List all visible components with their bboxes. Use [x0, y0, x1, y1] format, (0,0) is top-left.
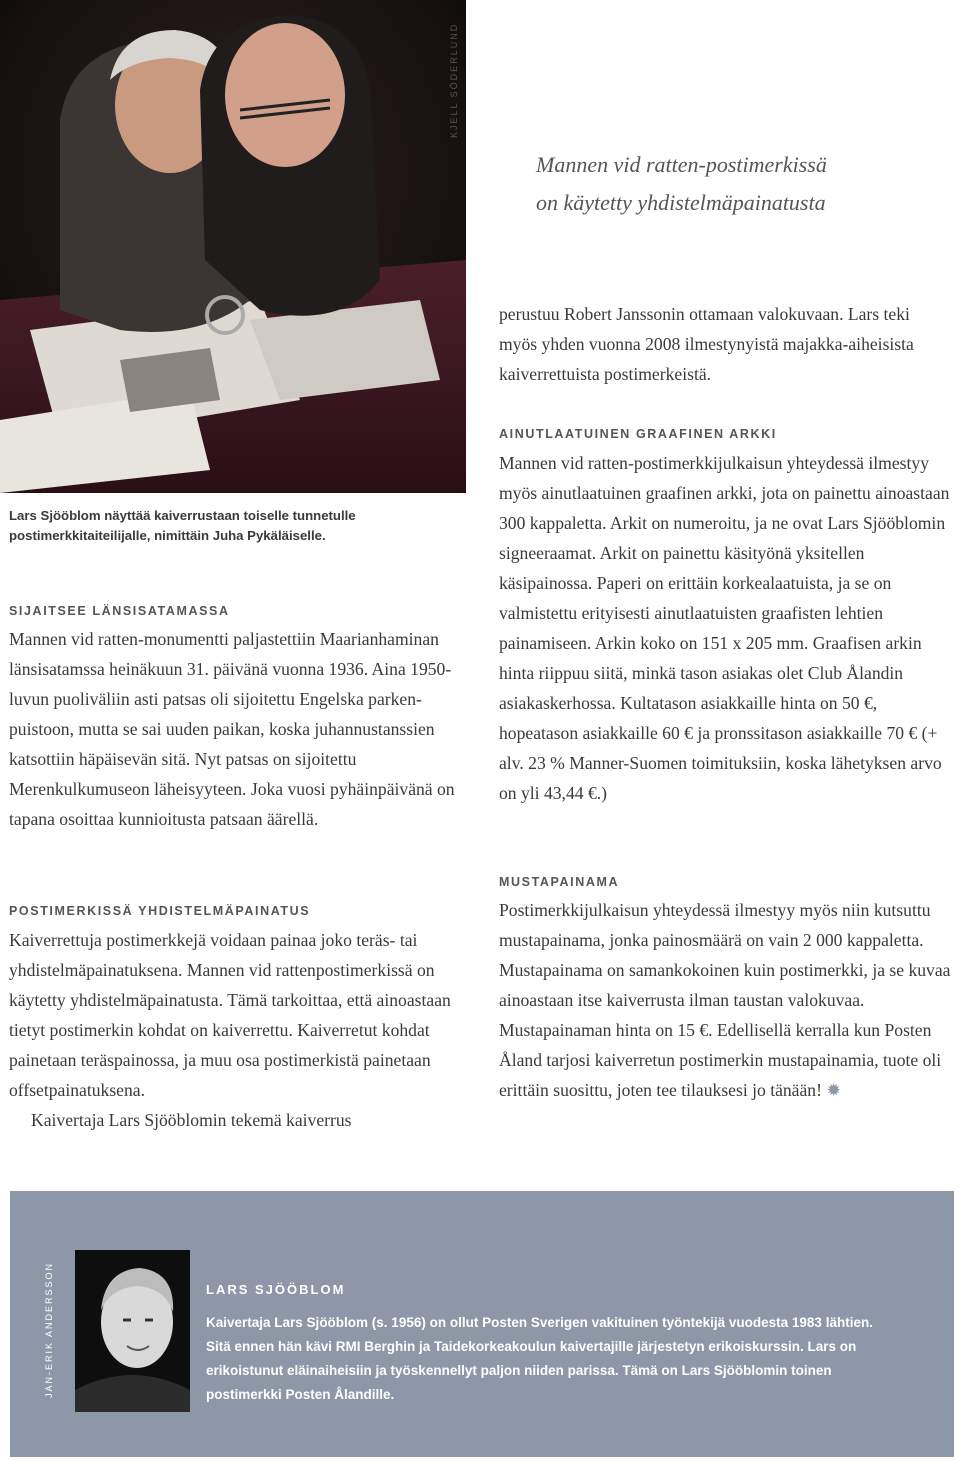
- section-heading: SIJAITSEE LÄNSISATAMASSA: [9, 604, 230, 618]
- section-body: [499, 895, 955, 1106]
- section-heading: AINUTLAATUINEN GRAAFINEN ARKKI: [499, 427, 777, 441]
- end-mark-icon: ✹: [826, 1081, 842, 1101]
- bio-portrait: [75, 1250, 190, 1412]
- section-body: [9, 624, 467, 834]
- paragraph: Mannen vid ratten-monumentti paljastettiin Maarianhaminan länsisatamssa heinäkuun 31. päivänä vuonna 1936. Aina 1950-luvun puoliväliin asti patsas oli sijoitettu Engelska parken-puistoon, mutta se sai uuden paikan, koska juhannustanssien katsottiin häpäisevän sitä. Nyt patsas on sijoitettu Merenkulkumuseon läheisyyteen. Joka vuosi pyhäinpäivänä on tapana osoittaa kunnioitusta patsaan äärellä.: [9, 629, 455, 829]
- photo-illustration: [0, 0, 466, 493]
- pull-quote-line: on käytetty yhdistelmäpainatusta: [536, 190, 826, 215]
- portrait-credit: JAN-ERIK ANDERSSON: [44, 1261, 54, 1398]
- section-heading: MUSTAPAINAMA: [499, 875, 620, 889]
- section-body: [9, 925, 467, 1135]
- section-heading: POSTIMERKISSÄ YHDISTELMÄPAINATUS: [9, 904, 311, 918]
- bio-text: Kaivertaja Lars Sjööblom (s. 1956) on ollut Posten Sverigen vakituinen työntekijä vuodesta 1983 lähtien. Sitä ennen hän kävi RMI Berghin ja Taidekorkeakoulun kaivertajille järjestetyn erikoiskurssin. Lars on erikoistunut eläinaiheisiin ja työskennellyt paljon niiden parissa. Tämä on Lars Sjööblomin toinen postimerkki Posten Ålandille.: [206, 1315, 873, 1402]
- paragraph: [499, 895, 955, 1106]
- pull-quote-line: Mannen vid ratten-postimerkissä: [536, 152, 827, 177]
- paragraph: Mannen vid ratten-postimerkkijulkaisun yhteydessä ilmestyy myös ainutlaatuinen graafinen arkki, jota on painettu ainoastaan 300 kappaletta. Arkit on numeroitu, ja ne ovat Lars Sjööblomin signeeraamat. Arkit on painettu käsityönä yksitellen käsipainossa. Paperi on erittäin korkealaatuista, ja se on valmistettu erityisesti ainutlaatuisten graafisten lehtien painamiseen. Arkin koko on 151 x 205 mm. Graafisen arkin hinta riippuu siitä, minkä tason asiakas olet Club Ålandin asiakaskerhossa. Kultatason asiakkaille hinta on 50 €, hopeatason asiakkaille 60 € ja pronssitason asiakkaille 70 € (+ alv. 23 % Manner-Suomen toimituksiin, koska lähetyksen arvo on yli 43,44 €.): [499, 453, 950, 803]
- portrait-illustration: [75, 1250, 190, 1412]
- paragraph-text: Postimerkkijulkaisun yhteydessä ilmestyy myös niin kutsuttu mustapainama, jonka painosmäärä on vain 2 000 kappaletta. Mustapainama on samankokoinen kuin postimerkki, ja se kuvaa ainoastaan itse kaiverrusta ilman taustan valokuvaa. Mustapainaman hinta on 15 €. Edellisellä kerralla kun Posten Åland tarjosi kaiverretun postimerkin mustapainamia, tuote oli erittäin suosittu, joten tee tilauksesi jo tänään!: [499, 900, 951, 1100]
- section-body: [499, 448, 955, 808]
- photo-caption: Lars Sjööblom näyttää kaiverrustaan toiselle tunnetulle postimerkkitaiteilijalle, nimittäin Juha Pykäläiselle.: [9, 508, 356, 543]
- bio-heading: LARS SJÖÖBLOM: [206, 1282, 346, 1297]
- paragraph: Kaiverrettuja postimerkkejä voidaan painaa joko teräs- tai yhdistelmäpainatuksena. Mannen vid rattenpostimerkissä on käytetty yhdistelmäpainatusta. Tämä tarkoittaa, että ainoastaan tietyt postimerkin kohdat on kaiverrettu. Kaiverretut kohdat painetaan teräspainossa, ja muu osa postimerkistä painetaan offsetpainatuksena.: [9, 930, 451, 1100]
- section-body: [499, 299, 939, 389]
- photo-credit: KJELL SÖDERLUND: [449, 22, 459, 138]
- paragraph: perustuu Robert Janssonin ottamaan valokuvaan. Lars teki myös yhden vuonna 2008 ilmestynyistä majakka-aiheisista kaiverrettuista postimerkeistä.: [499, 304, 914, 384]
- pull-quote: [536, 146, 936, 222]
- header-photo: [0, 0, 466, 493]
- paragraph: Kaivertaja Lars Sjööblomin tekemä kaiverrus: [31, 1110, 352, 1130]
